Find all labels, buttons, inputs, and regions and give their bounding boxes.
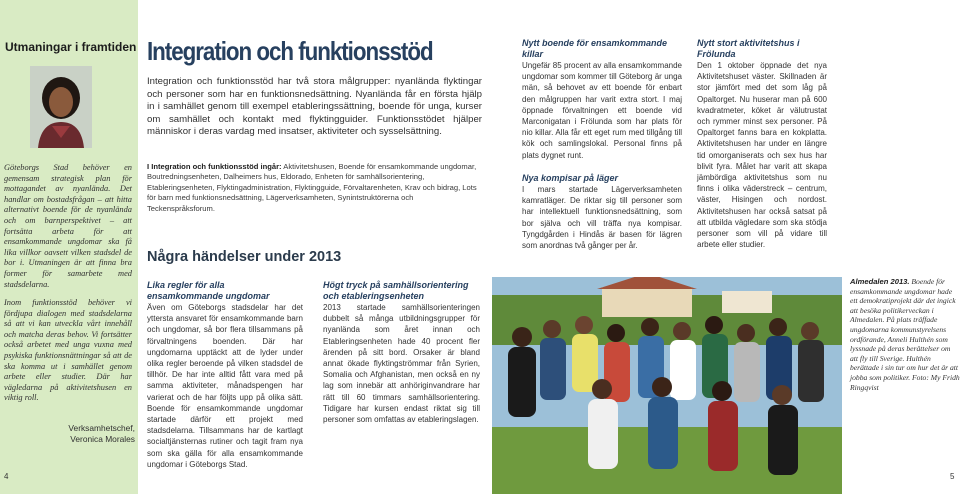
article-heading: Nya kompisar på läger <box>522 173 619 183</box>
article-heading: Nytt boende för ensamkommande killar <box>522 38 668 59</box>
article-body: Ungefär 85 procent av alla ensamkommande ungdomar som kommer till Göteborg är unga män, så behovet av ett boende för enbart den målgruppen har varit extra stort. I maj öppnade förvaltningen ett boende vid Marconigatan i Frölunda som har plats för nio killar. Alla får ett eget rum med tillgång till kök och samlingslokal. Personal finns på plats dygnet runt. <box>522 61 682 160</box>
signature-role: Verksamhetschef, <box>68 423 135 433</box>
portrait-image <box>30 66 92 148</box>
sidebar-quote-2: Inom funktionsstöd behöver vi fördjupa dialogen med stadsdelarna så att vi kan utveckla vårt innehåll och matcha deras behov. Vi fortsätter också arbetet med unga vuxna med psykiska funktionsnättningar så att de ska komma ut i samhället genom arbete eller studier. Där har vägledarna på aktivitetshusen en viktig roll. <box>4 298 132 403</box>
caption-text: Boende för ensamkommande ungdomar hade ett demokratiprojekt där det ingick att besöka politikerveckan i Almedalen. På plats träffade ungdomarna kommunstyrelsens ordförande, Anneli Hulthén som lyssnade på deras berättelser om att fly till Sverige. Hulthén berättade i sin tur om hur det är att jobba som politiker. Foto: My Fridh Ringqvist <box>850 277 960 392</box>
page-number-right: 5 <box>950 472 955 481</box>
article-body: Den 1 oktober öppnade det nya Aktivitetshuset väster. Skillnaden är stor jämfört med det som låg på Opaltorget. Nu huserar man på 600 kvadratmeter, köket är välutrustat och rymmer minst sex personer. På Opaltorget fanns bara en kokplatta. Aktivitetshusen har under en längre tid omorganiserats och sex hus har blivit fyra. Målet har varit att skapa jämbördiga aktivitetshus som nu finns i olika väderstreck – centrum, väster, Hisingen och nordost. Aktivitetshusen har också satsat på att utbilda vägledare som ska stödja personer som vill på vidare till arbete eller studier. <box>697 61 827 250</box>
portrait-photo <box>30 66 92 148</box>
events-heading: Några händelser under 2013 <box>147 249 342 265</box>
article-equal-rules <box>147 280 303 470</box>
article-camp-friends <box>522 173 682 251</box>
article-heading: Högt tryck på samhällsorientering och etableringsenheten <box>323 280 469 301</box>
page-title: Integration och funktionsstöd <box>147 36 433 66</box>
organisations-list: Aktivitetshusen, Boende för ensamkommande ungdomar, Boutredningsenheten, Dalheimers hus, Eldorado, Enheten för samhällsorientering, Etableringsenheten, Flyktingadministration, Flyktingguide, Förvaltarenheten, Krav och bidrag, Lots för barn med funktionsnedsättning, Lägerverksamheten, Synintstruktörerna och Teckenspråksforum. <box>147 162 477 213</box>
sidebar-signature <box>40 423 135 444</box>
article-activity-house <box>697 38 827 250</box>
article-body: I mars startade Lägerverksamheten kamratläger. De riktar sig till personer som har intellektuell funktionsnedsättning, som bor själva och vill träffa nya kompisar. Tyngdgården i Hindås är basen för lägren som anordnas två gånger per år. <box>522 185 682 251</box>
article-high-pressure <box>323 280 480 425</box>
article-heading: Nytt stort aktivitetshus i Frölunda <box>697 38 800 59</box>
article-heading: Lika regler för alla ensamkommande ungdomar <box>147 280 270 301</box>
sidebar-title: Utmaningar i framtiden <box>5 40 137 54</box>
signature-name: Veronica Morales <box>70 433 135 444</box>
article-body: 2013 startade samhällsorienteringen dubbelt så många utbildningsgrupper för nyanlända som året innan och Etableringsenheten hade 40 procent fler ärenden på sitt bord. Orsaker är bland annat ökade flyktingströmmar från Syrien, Somalia och Afghanistan, men också en ny lag som innebär att anhöriginvandrare har rätt till 60 timmars samhällsorientering. Tidigare har kursen endast riktat sig till personer som omfattas av etableringslagen. <box>323 303 480 425</box>
photo-caption-box <box>850 277 960 392</box>
caption-lead: Almedalen 2013. <box>850 277 910 286</box>
article-new-housing <box>522 38 682 161</box>
page-number-left: 4 <box>4 472 9 481</box>
intro-paragraph: Integration och funktionsstöd har två stora målgrupper: nyanlända flyktingar och personer som har en funktionsnedsättning. Nyanlända får en första hjälp in i samhället genom till exempel etableringssättning, boende för unga, kurser om samhället och kontakt med flyktingguider. Funktionsstödet hjälper människor i deras vardag med insatser, aktiviteter och sysselsättning. <box>147 76 482 138</box>
organisations-paragraph <box>147 162 482 214</box>
group-photo-image <box>492 277 842 494</box>
group-photo <box>492 277 842 494</box>
article-body: Även om Göteborgs stadsdelar har det yttersta ansvaret för ensamkommande barn och ungdomar, så bor flera tillsammans på förvaltningens boenden. Där har ungdomarna upptäckt att de lyder under olika regler beroende på vilken stadsdel de tillhör. De har inte alltid fått vara med på samma aktiviteter, månadspengen har varierat och de har följts upp på olika sätt. Boende för ensamkommande ungdomar startade därför ett projekt med stadsdelarna. Tillsammans har de kartlagt socialtjänsternas rutiner och tagit fram nya som ska gälla för alla ensamkommande ungdomar i Göteborgs Stad. <box>147 303 303 469</box>
organisations-lead: I Integration och funktionsstöd ingår: <box>147 162 282 171</box>
photo-caption <box>850 277 960 392</box>
sidebar-quote-1: Göteborgs Stad behöver en gemensam strategisk plan för mottagandet av nyanlända. Det handlar om bostadsfrågan – att hitta alternativt boende för de nyanlända och om barnperspektivet – att fortsätta arbeta för att ensamkommande ungdomar ska få lika villkor oavsett vilken stadsdel de bor i. Utmaningen är att finna bra former för samarbete med stadsdelarna. <box>4 163 132 289</box>
